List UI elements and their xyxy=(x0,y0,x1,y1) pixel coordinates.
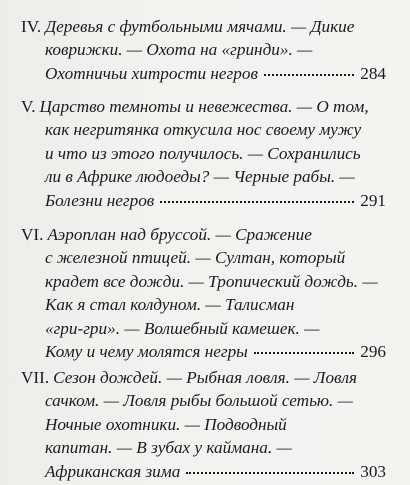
chapter-summary-line: сачком. — Ловля рыбы большой сетью. — xyxy=(45,391,353,411)
chapter-number: IV. xyxy=(21,17,42,36)
toc-last-line xyxy=(21,62,386,85)
toc-line xyxy=(21,165,386,188)
chapter-number: V. xyxy=(21,97,36,116)
page-number: 291 xyxy=(360,190,386,210)
chapter-summary-line: как негритянка откусила нос своему мужу xyxy=(45,120,362,140)
toc-line xyxy=(21,389,386,412)
chapter-summary-line: Ночные охотники. — Подводный xyxy=(45,414,287,434)
toc-entry-iv xyxy=(21,15,386,85)
toc-line xyxy=(21,142,386,165)
toc-line xyxy=(21,366,386,389)
chapter-summary-line: Кому и чему молятся негры xyxy=(45,341,248,361)
page-number: 284 xyxy=(360,63,386,83)
toc-line xyxy=(21,246,386,269)
toc-line xyxy=(21,317,386,340)
chapter-summary-line: Болезни негров xyxy=(45,190,155,210)
chapter-summary-line: ли в Африке людоеды? — Черные рабы. — xyxy=(45,167,355,187)
dot-leader xyxy=(160,199,354,203)
toc-line xyxy=(21,293,386,316)
toc-entry-vi xyxy=(21,223,386,363)
toc-line xyxy=(21,118,386,141)
chapter-summary-line: коврижки. — Охота на «гринди». — xyxy=(45,40,313,60)
chapter-summary-line: и что из этого получилось. — Сохранились xyxy=(45,143,361,163)
chapter-number: VI. xyxy=(21,225,44,244)
dot-leader xyxy=(264,72,354,76)
page-number: 296 xyxy=(360,341,386,361)
toc-entry-vii xyxy=(21,366,386,483)
chapter-summary-line: «гри-гри». — Волшебный камешек. — xyxy=(45,318,320,338)
toc-line xyxy=(21,38,386,61)
toc-entry-v xyxy=(21,95,386,212)
toc-last-line xyxy=(21,340,386,363)
chapter-summary-line: Аэроплан над бруссой. — Сражение xyxy=(47,225,312,244)
toc-line xyxy=(21,223,386,246)
chapter-summary-line: крадет все дожди. — Тропический дождь. — xyxy=(45,271,378,291)
chapter-summary-line: с железной птицей. — Султан, который xyxy=(45,248,346,268)
chapter-summary-line: Деревья с футбольными мячами. — Дикие xyxy=(45,17,355,36)
chapter-summary-line: Царство темноты и невежества. — О том, xyxy=(39,97,369,116)
page-number: 303 xyxy=(360,461,386,481)
toc-line xyxy=(21,413,386,436)
chapter-summary-line: капитан. — В зубах у каймана. — xyxy=(45,438,292,458)
toc-line xyxy=(21,15,386,38)
chapter-summary-line: Африканская зима xyxy=(45,461,181,481)
chapter-summary-line: Как я стал колдуном. — Талисман xyxy=(45,295,295,315)
toc-last-line xyxy=(21,189,386,212)
chapter-summary-line: Охотничьи хитрости негров xyxy=(45,63,258,83)
chapter-number: VII. xyxy=(21,368,50,387)
chapter-summary-line: Сезон дождей. — Рыбная ловля. — Ловля xyxy=(53,368,357,387)
dot-leader xyxy=(254,350,354,354)
toc-last-line xyxy=(21,460,386,483)
dot-leader xyxy=(186,470,354,474)
toc-line xyxy=(21,270,386,293)
toc-line xyxy=(21,95,386,118)
toc-line xyxy=(21,436,386,459)
